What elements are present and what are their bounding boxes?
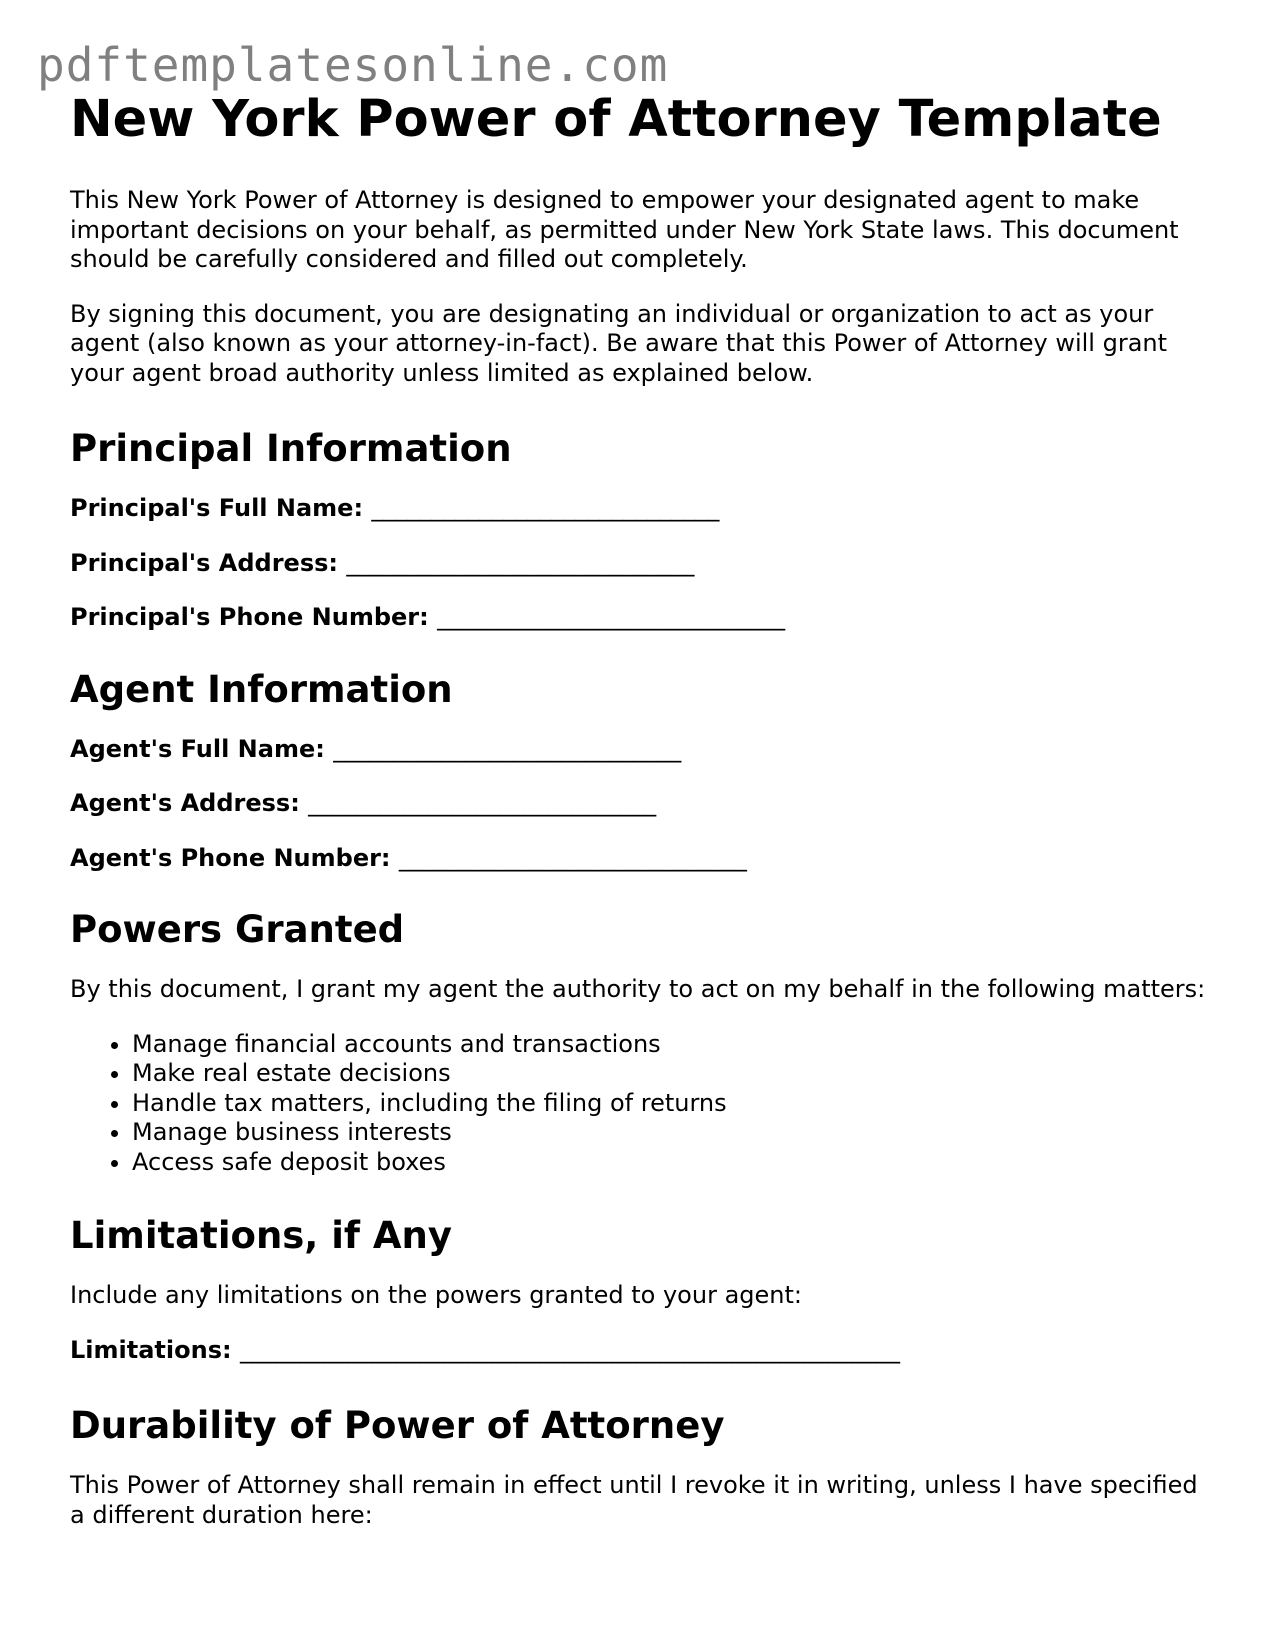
- principal-name-blank[interactable]: _____________________________: [371, 494, 720, 522]
- powers-intro: By this document, I grant my agent the authority to act on my behalf in the following matters:: [70, 975, 1206, 1003]
- list-item: • Manage financial accounts and transactions: [132, 1030, 1210, 1060]
- principal-name-label: Principal's Full Name:: [70, 494, 364, 522]
- limitations-field[interactable]: [70, 1336, 1210, 1366]
- page-title: New York Power of Attorney Template: [70, 90, 1162, 149]
- limitations-label: Limitations:: [70, 1335, 232, 1364]
- list-item: • Handle tax matters, including the filing of returns: [132, 1089, 1210, 1119]
- agent-name-label: Agent's Full Name:: [70, 734, 325, 763]
- agent-phone-field[interactable]: [70, 844, 1210, 874]
- principal-phone-field[interactable]: [70, 603, 1210, 633]
- limitations-blank[interactable]: _______________________________________________________: [239, 1335, 900, 1364]
- intro-paragraph-2: By signing this document, you are designating an individual or organization to act as your agent (also known as your attorney-in-fact). Be aware that this Power of Attorney will grant your agent broad authority unless limited as explained below.: [70, 299, 1168, 387]
- agent-name-blank[interactable]: _____________________________: [333, 734, 682, 763]
- principal-phone-blank[interactable]: _____________________________: [437, 603, 786, 631]
- agent-name-field[interactable]: [70, 735, 1210, 765]
- watermark: pdftemplatesonline.com: [37, 38, 669, 92]
- principal-name-field[interactable]: [70, 494, 1210, 524]
- agent-address-label: Agent's Address:: [70, 789, 300, 817]
- principal-address-blank[interactable]: _____________________________: [346, 548, 695, 577]
- durability-heading: Durability of Power of Attorney: [70, 1404, 725, 1447]
- intro-paragraph-1: This New York Power of Attorney is designed to empower your designated agent to make important decisions on your behalf, as permitted under New York State laws. This document should be carefully considered and filled out completely.: [70, 186, 1179, 273]
- principal-phone-label: Principal's Phone Number:: [70, 603, 429, 631]
- list-item: • Manage business interests: [132, 1118, 1210, 1148]
- agent-phone-label: Agent's Phone Number:: [70, 843, 391, 872]
- list-item: • Make real estate decisions: [132, 1059, 1210, 1089]
- principal-heading: Principal Information: [70, 427, 512, 470]
- powers-heading: Powers Granted: [70, 908, 405, 951]
- principal-address-label: Principal's Address:: [70, 548, 338, 577]
- principal-address-field[interactable]: [70, 549, 1210, 579]
- list-item: • Access safe deposit boxes: [132, 1148, 1210, 1178]
- agent-address-field[interactable]: [70, 789, 1210, 819]
- durability-text: This Power of Attorney shall remain in effect until I revoke it in writing, unless I have specified a different duration here:: [70, 1471, 1198, 1529]
- limitations-intro: Include any limitations on the powers granted to your agent:: [70, 1281, 802, 1309]
- agent-address-blank[interactable]: _____________________________: [308, 789, 657, 817]
- limitations-heading: Limitations, if Any: [70, 1214, 452, 1257]
- agent-heading: Agent Information: [70, 667, 453, 711]
- document-body: [70, 88, 1210, 1555]
- agent-phone-blank[interactable]: _____________________________: [398, 843, 747, 872]
- powers-list: [70, 1030, 1210, 1178]
